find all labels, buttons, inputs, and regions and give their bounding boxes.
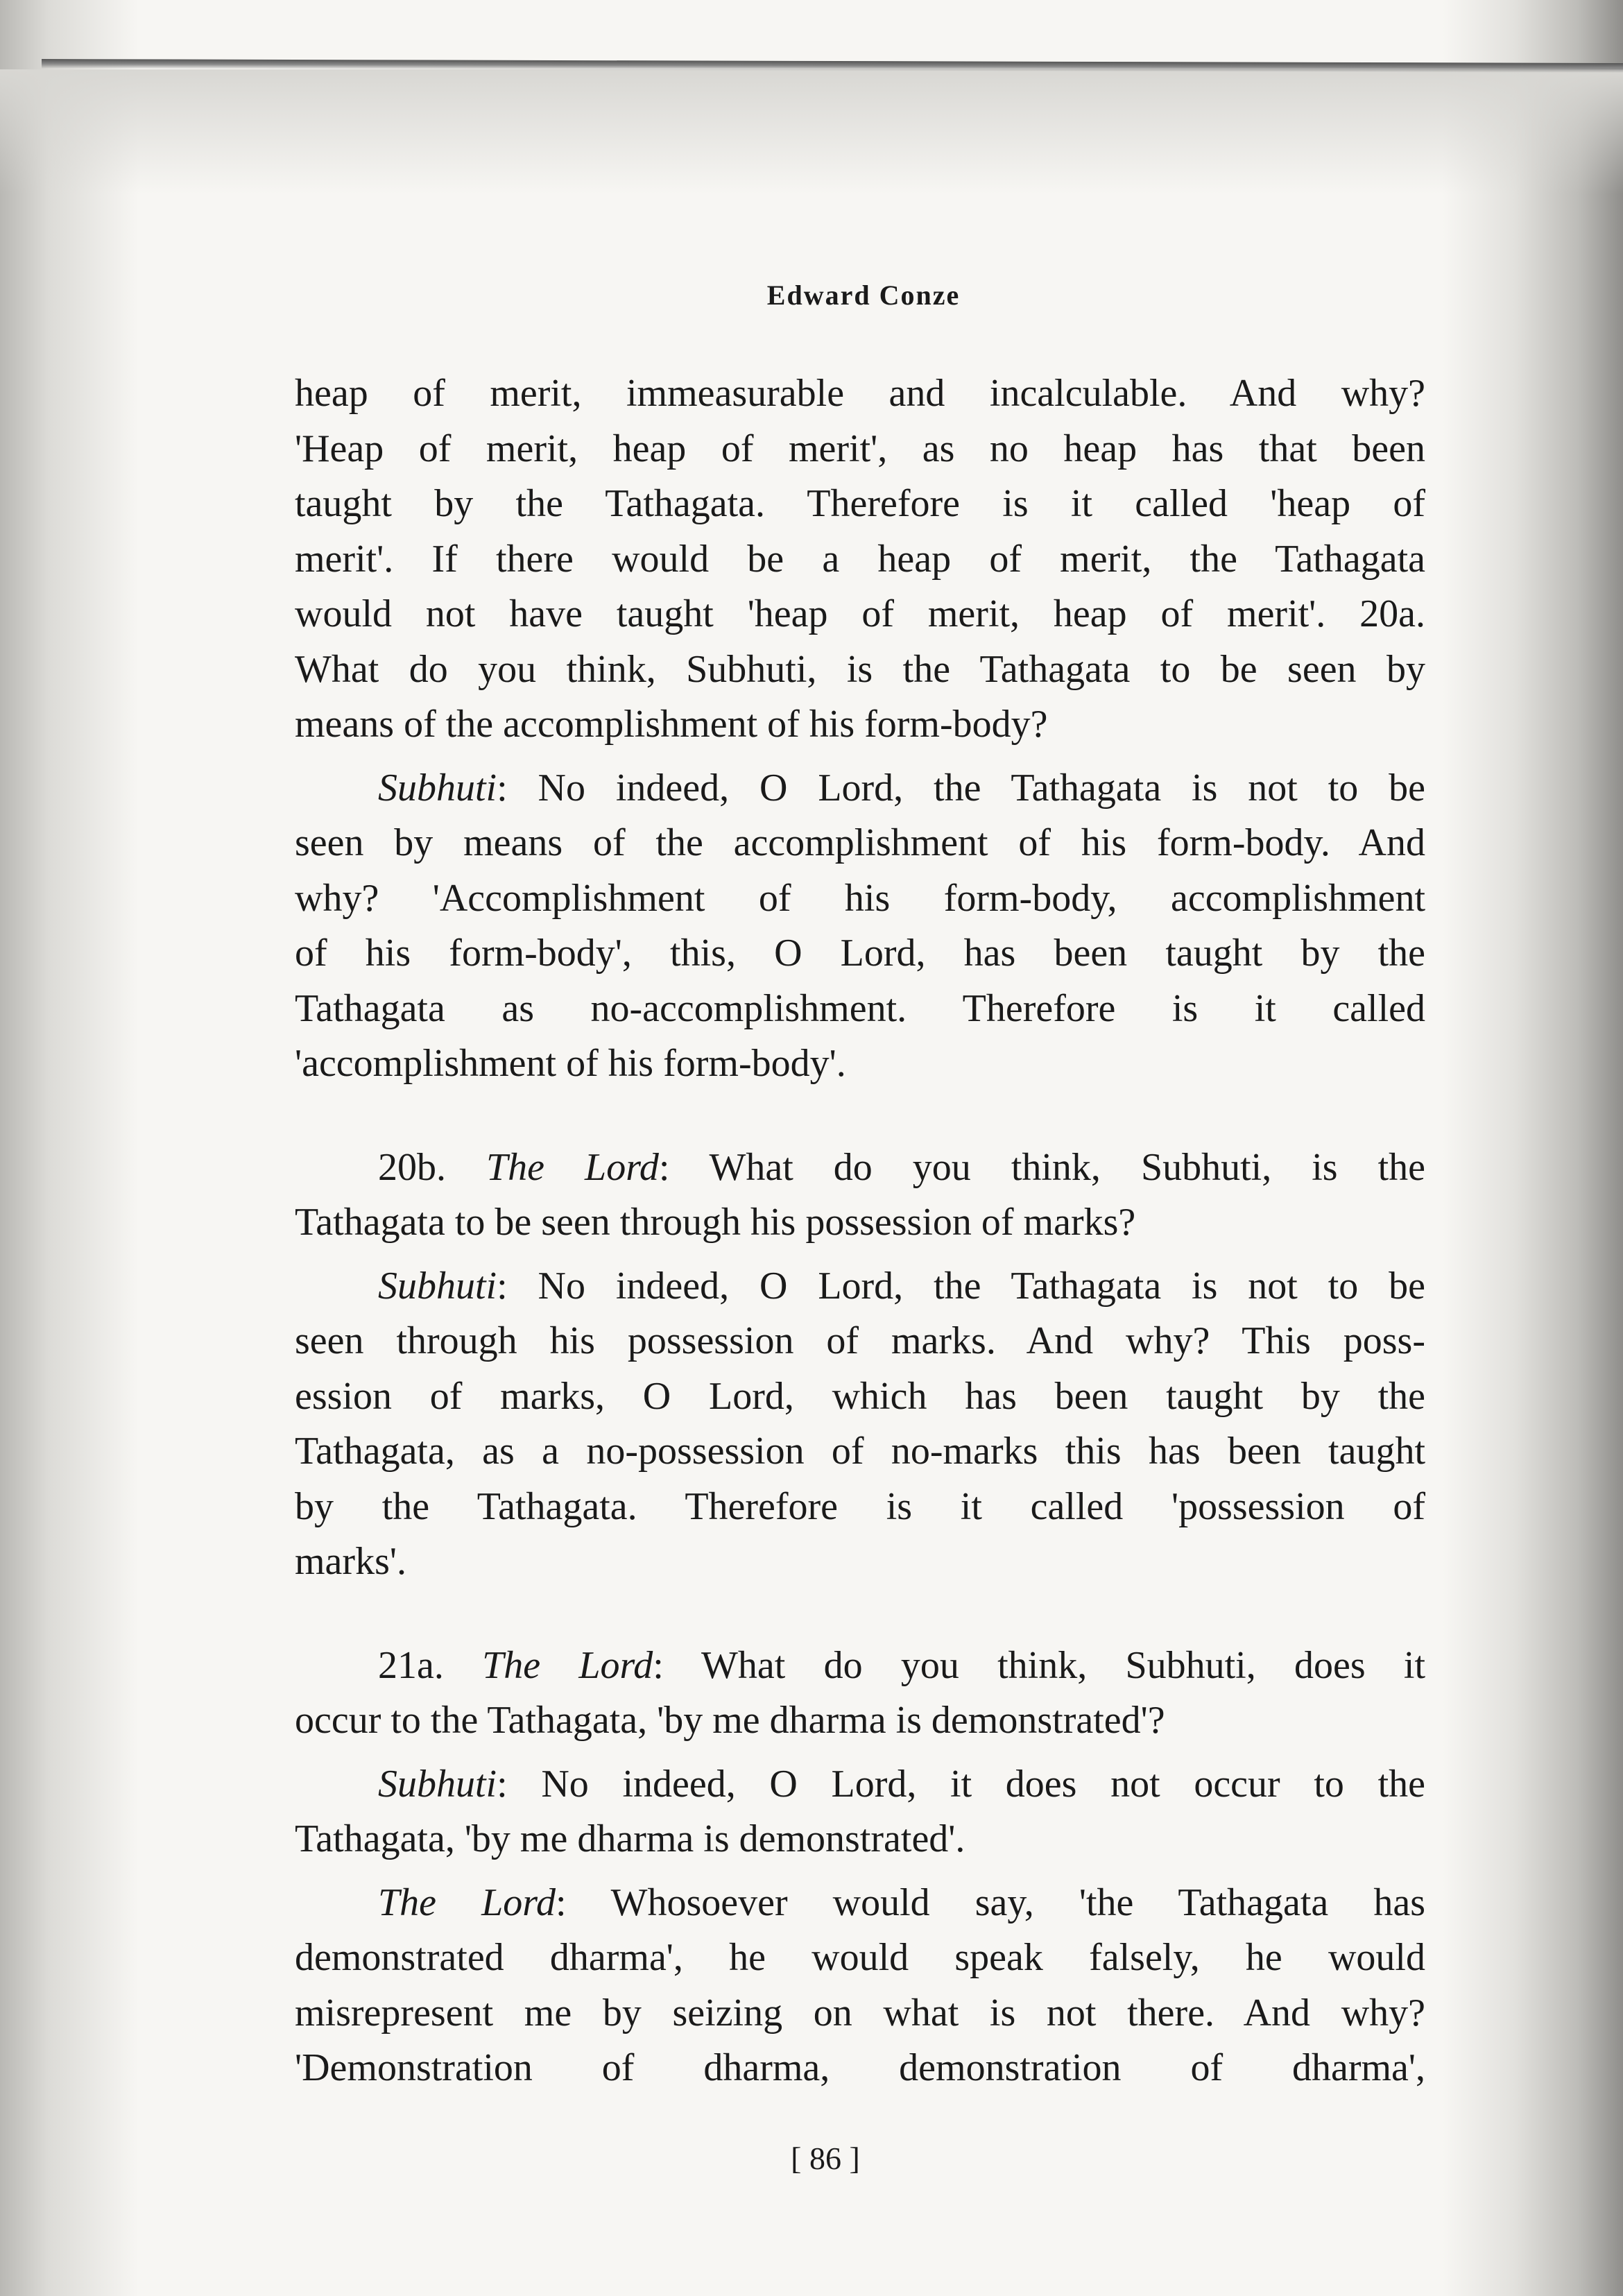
text-line bbox=[295, 1369, 1425, 1425]
text-segment: ession of marks, O Lord, which has been taught by the bbox=[295, 1374, 1425, 1418]
text-segment: by the Tathagata. Therefore is it called 'possession of bbox=[295, 1484, 1425, 1528]
text-line bbox=[295, 1480, 1425, 1535]
paragraph bbox=[295, 1876, 1425, 2096]
text-segment: What do you think, Subhuti, is the Tathagata to be seen by bbox=[295, 647, 1425, 691]
speaker-name: The Lord bbox=[378, 1881, 556, 1924]
text-segment: occur to the Tathagata, 'by me dharma is demonstrated'? bbox=[295, 1699, 1165, 1742]
text-segment: : What do you think, Subhuti, does it bbox=[653, 1643, 1426, 1687]
text-segment: seen through his possession of marks. And why? This poss- bbox=[295, 1319, 1425, 1362]
speaker-name: Subhuti bbox=[378, 1762, 497, 1806]
speaker-name: The Lord bbox=[486, 1145, 659, 1189]
text-segment: Tathagata as no-accomplishment. Therefore is it called bbox=[295, 986, 1425, 1030]
text-segment: 'Heap of merit, heap of merit', as no heap has that been bbox=[295, 427, 1425, 470]
scan-noise-top bbox=[0, 69, 1623, 194]
text-line bbox=[295, 1757, 1425, 1813]
text-line bbox=[295, 816, 1425, 871]
text-segment: heap of merit, immeasurable and incalculable. And why? bbox=[295, 372, 1425, 415]
text-segment: merit'. If there would be a heap of merit, the Tathagata bbox=[295, 537, 1425, 581]
text-segment: of his form-body', this, O Lord, has been taught by the bbox=[295, 932, 1425, 975]
text-line bbox=[295, 1876, 1425, 1931]
text-segment: misrepresent me by seizing on what is not there. And why? bbox=[295, 1991, 1425, 2034]
text-line bbox=[295, 1140, 1425, 1196]
text-line bbox=[295, 982, 1425, 1037]
text-line bbox=[295, 1424, 1425, 1480]
text-line bbox=[295, 1930, 1425, 1986]
text-segment: 20b. bbox=[378, 1145, 487, 1189]
text-line bbox=[295, 1259, 1425, 1314]
text-segment: Tathagata, 'by me dharma is demonstrated'. bbox=[295, 1817, 965, 1860]
text-segment: : No indeed, O Lord, the Tathagata is not to be bbox=[497, 766, 1425, 809]
paragraph bbox=[295, 366, 1425, 753]
text-segment: why? 'Accomplishment of his form-body, accomplishment bbox=[295, 876, 1425, 920]
speaker-name: Subhuti bbox=[378, 766, 497, 809]
text-segment: marks'. bbox=[295, 1540, 406, 1583]
page-body-text bbox=[295, 366, 1425, 2096]
text-segment: seen by means of the accomplishment of his form-body. And bbox=[295, 821, 1425, 864]
text-segment: 'Demonstration of dharma, demonstration of dharma', bbox=[295, 2046, 1425, 2089]
paragraph bbox=[295, 1757, 1425, 1867]
text-line bbox=[295, 587, 1425, 642]
text-line bbox=[295, 532, 1425, 588]
text-line bbox=[295, 1986, 1425, 2041]
text-line bbox=[295, 1693, 1425, 1749]
text-line bbox=[295, 422, 1425, 477]
text-segment: means of the accomplishment of his form-body? bbox=[295, 703, 1048, 746]
paragraph bbox=[295, 1638, 1425, 1749]
text-line bbox=[295, 1036, 1425, 1092]
paragraph bbox=[295, 1259, 1425, 1590]
text-segment: would not have taught 'heap of merit, heap of merit'. 20a. bbox=[295, 592, 1425, 635]
text-segment: Tathagata to be seen through his possession of marks? bbox=[295, 1201, 1136, 1244]
text-line bbox=[295, 761, 1425, 816]
scan-shadow-left bbox=[0, 0, 139, 2296]
text-segment: 21a. bbox=[378, 1643, 483, 1687]
text-segment: : No indeed, O Lord, the Tathagata is not to be bbox=[497, 1264, 1425, 1308]
text-line bbox=[295, 1195, 1425, 1251]
text-segment: Tathagata, as a no-possession of no-marks this has been taught bbox=[295, 1430, 1425, 1473]
text-line bbox=[295, 926, 1425, 982]
text-line bbox=[295, 697, 1425, 753]
text-segment: demonstrated dharma', he would speak falsely, he would bbox=[295, 1936, 1425, 1979]
text-line bbox=[295, 2041, 1425, 2096]
text-line bbox=[295, 642, 1425, 698]
text-segment: : Whosoever would say, 'the Tathagata has bbox=[555, 1881, 1426, 1924]
page-number: [ 86 ] bbox=[791, 2141, 860, 2176]
running-head-author: Edward Conze bbox=[766, 280, 961, 311]
text-line bbox=[295, 1314, 1425, 1369]
text-line bbox=[295, 1812, 1425, 1867]
text-line bbox=[295, 477, 1425, 532]
speaker-name: Subhuti bbox=[378, 1264, 497, 1308]
text-segment: taught by the Tathagata. Therefore is it called 'heap of bbox=[295, 482, 1425, 525]
paragraph bbox=[295, 761, 1425, 1092]
text-line bbox=[295, 871, 1425, 927]
text-line bbox=[295, 366, 1425, 422]
scan-shadow-right bbox=[1443, 0, 1623, 2296]
speaker-name: The Lord bbox=[482, 1643, 653, 1687]
text-segment: : What do you think, Subhuti, is the bbox=[658, 1145, 1426, 1189]
text-line bbox=[295, 1534, 1425, 1590]
paragraph bbox=[295, 1140, 1425, 1251]
text-segment: 'accomplishment of his form-body'. bbox=[295, 1042, 846, 1085]
text-segment: : No indeed, O Lord, it does not occur to the bbox=[497, 1762, 1425, 1806]
text-line bbox=[295, 1638, 1425, 1694]
